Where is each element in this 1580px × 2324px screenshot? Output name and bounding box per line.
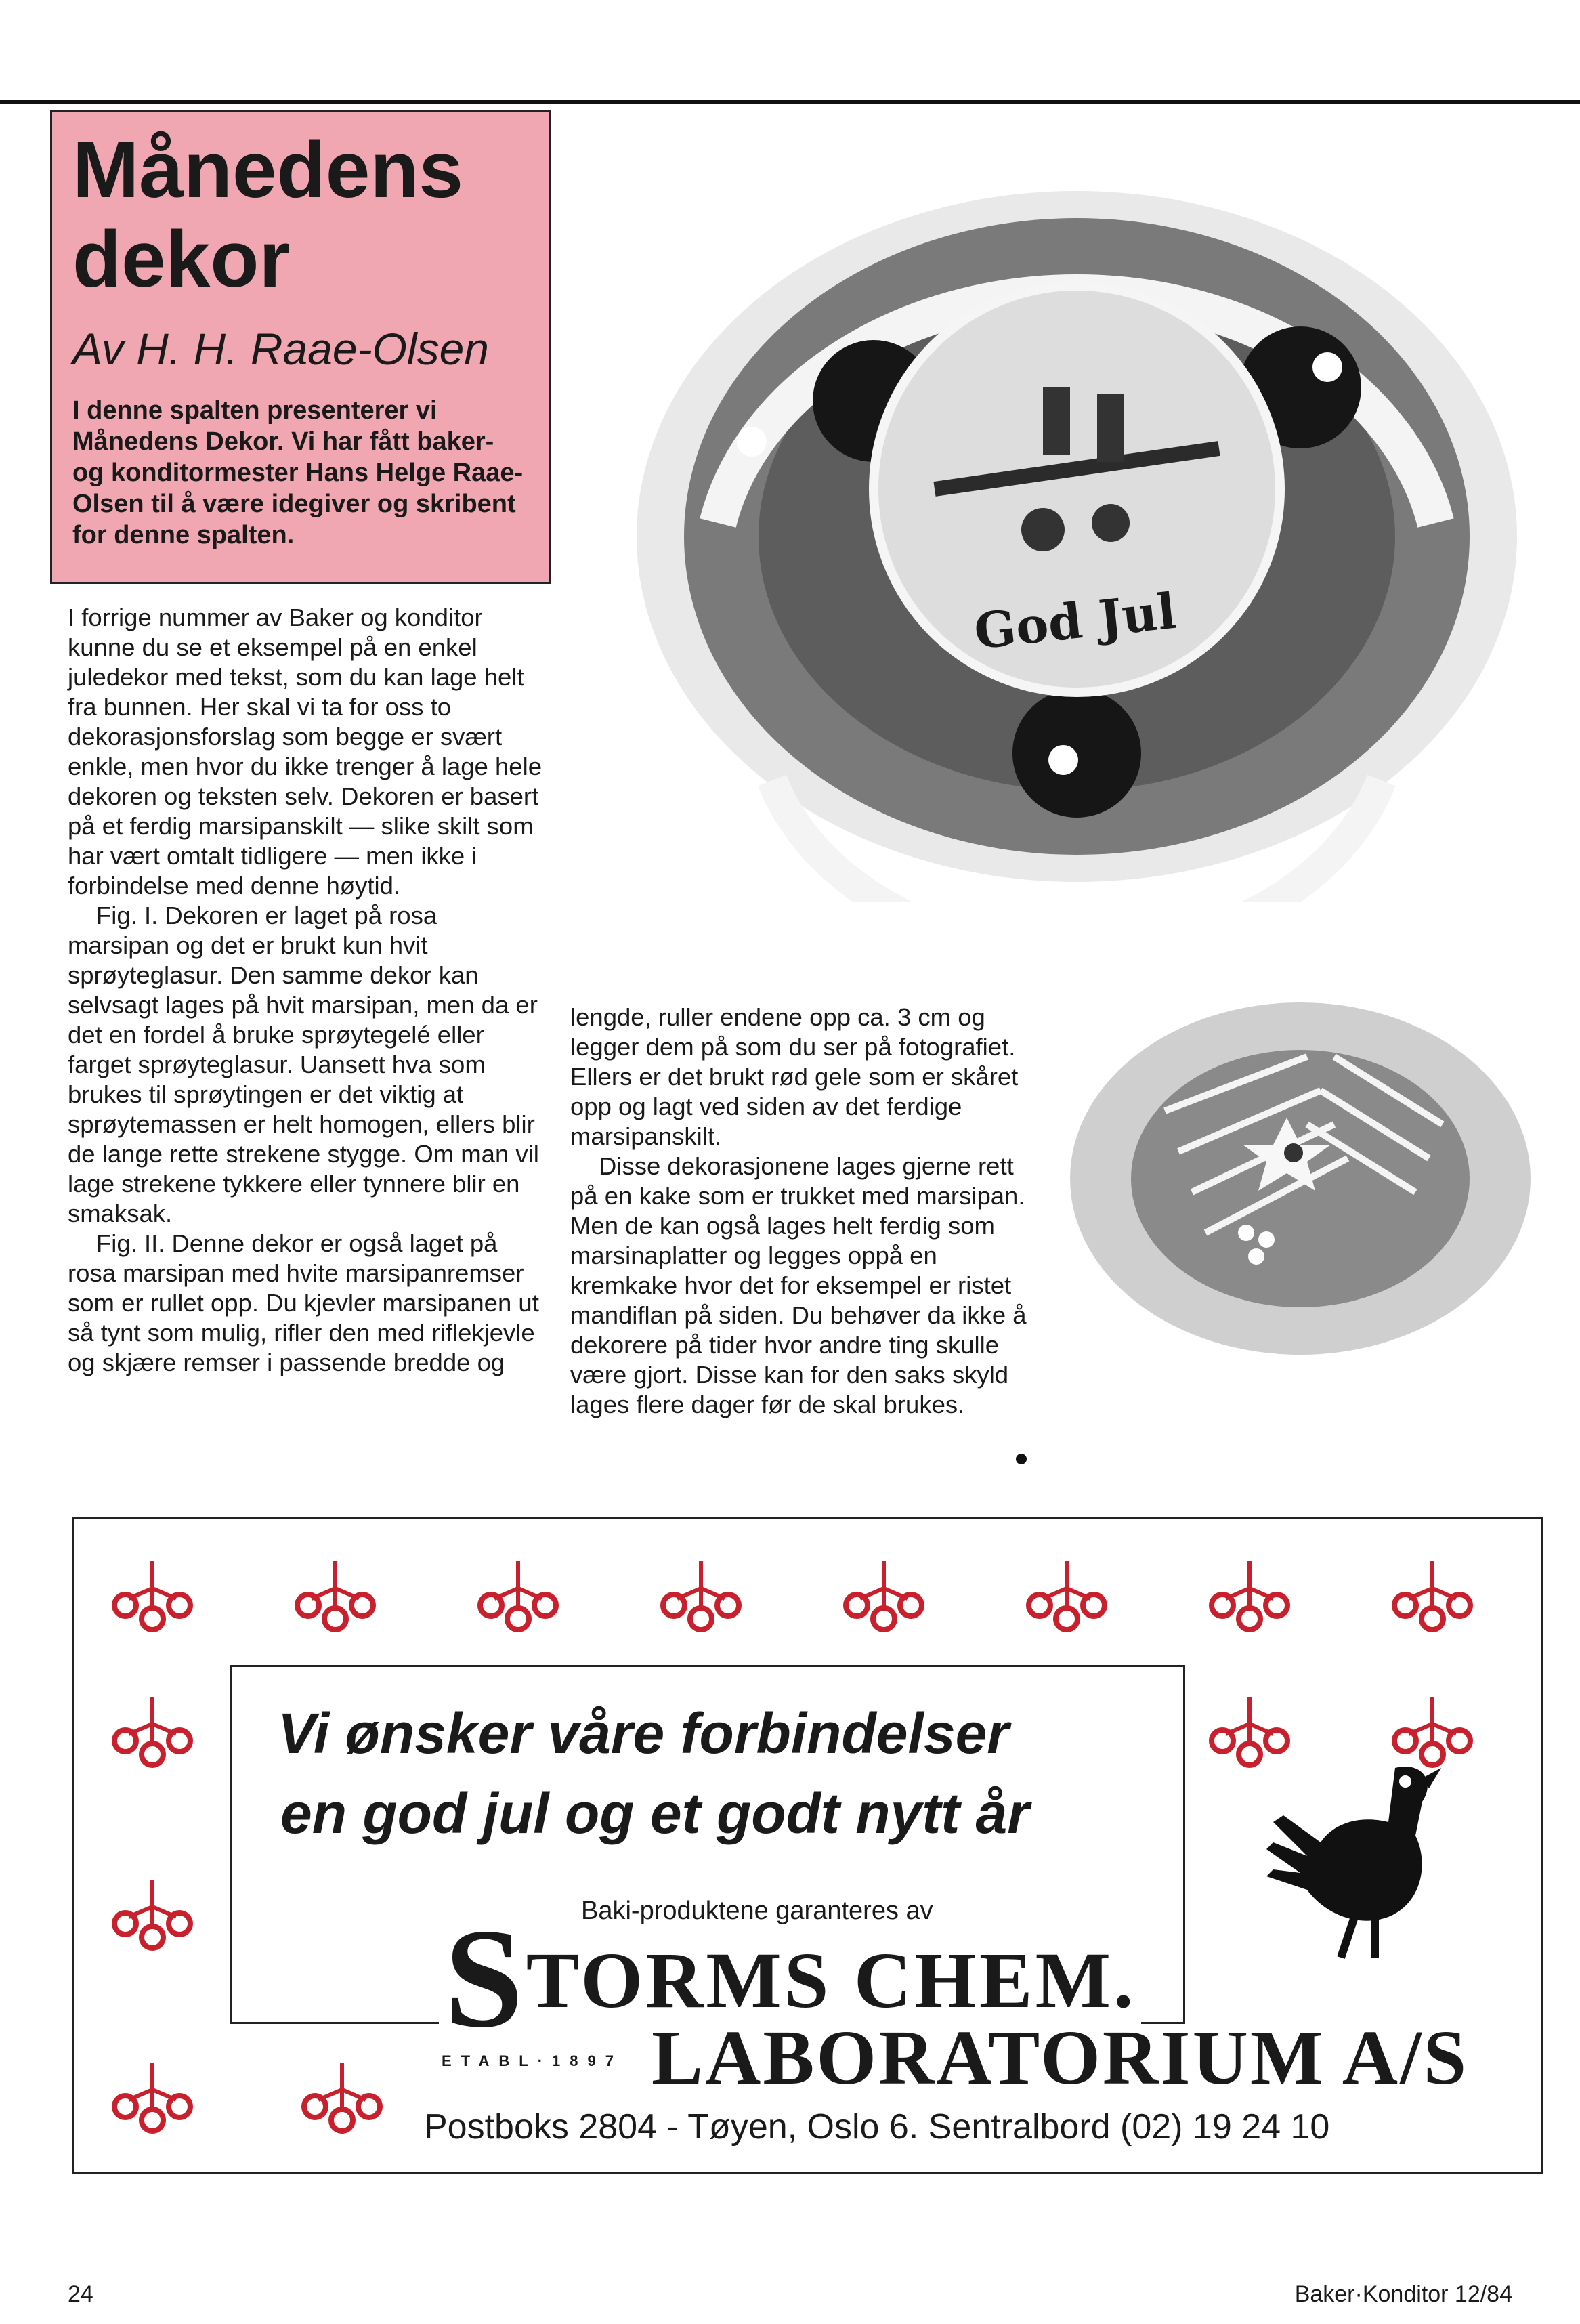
berry-sprig-icon [1205,1693,1294,1768]
article-end-mark [1016,1454,1027,1464]
cake-photo-god-jul [610,171,1551,902]
article-paragraph: Disse dekorasjonene lages gjerne rett på en kake som er trukket med marsipan. Men de kan også lages helt ferdig som marsinaplatter og legges oppå en kremkake hvor det for eksempel er ristet mandiflan på siden. Du behøver da ikke å dekorere på tider hvor andre ting skulle være gjort. Disse kan for den saks skyld lages flere dager før de skal brukes. [570,1152,1027,1418]
feature-byline: Av H. H. Raae-Olsen [72,324,490,374]
ad-headline [278,1693,1172,1853]
article-paragraph: Fig. II. Denne dekor er også laget på rosa marsipan med hvite marsipanremser som er rullet opp. Du kjevler marsipanen ut så tynt som mulig, rifler den med riflekjevle og skjære remser i passende bredde og [68,1229,539,1376]
brand-name-line2: LABORATORIUM A/S [652,2014,1469,2100]
berry-sprig-icon [1388,1558,1476,1632]
berry-sprig-icon [1023,1558,1111,1632]
cake-photo-star [1063,975,1537,1382]
top-rule [0,100,1580,104]
brand-established: ETABL·1897 [442,2052,623,2069]
article-paragraph: I forrige nummer av Baker og konditor kunne du se et eksempel på en enkel juledekor med tekst, som du kan lage helt fra bunnen. Her skal vi ta for oss to dekorasjonsforslag som begge er svært enkle, men hvor du ikke trenger å lage hele dekoren og teksten selv. Dekoren er basert på et ferdig marsipanskilt — slike skilt som har vært omtalt tidligere — men ikke i forbindelse med denne høytid. [68,604,542,900]
berry-sprig-icon [840,1558,928,1632]
ad-headline-line1: Vi ønsker våre forbindelser [278,1702,1009,1765]
berry-sprig-icon [291,1558,379,1632]
berry-sprig-icon [1205,1558,1294,1632]
berry-sprig-icon [108,1876,196,1951]
article-paragraph: lengde, ruller endene opp ca. 3 cm og legger dem på som du ser på fotografiet. Ellers er det brukt rød gele som er skåret opp og lagt ved siden av det ferdige marsipanskilt. [570,1003,1019,1150]
article-left-column [68,603,542,1378]
berry-sprig-icon [1388,1693,1476,1768]
bird-logo-icon [1260,1741,1449,1964]
ad-address: Postboks 2804 - Tøyen, Oslo 6. Sentralbord (02) 19 24 10 [424,2107,1330,2147]
berry-sprig-icon [657,1558,745,1632]
article-paragraph: Fig. I. Dekoren er laget på rosa marsipan og det er brukt kun hvit sprøyteglasur. Den samme dekor kan selvsagt lages på hvit marsipan, men da er det en fordel å bruke sprøytegelé eller farget sprøyteglasur. Uansett hva som brukes til sprøytingen er det viktig at sprøytemassen er helt homogen, ellers blir de lange rette strekene stygge. Om man vil lage strekene tykkere eller tynnere blir en smaksak. [68,902,539,1227]
feature-title-line1: Månedens [72,125,464,215]
berry-sprig-icon [298,2059,386,2134]
berry-sprig-icon [108,1693,196,1768]
ad-guarantee: Baki-produktene garanteres av [581,1897,933,1925]
brand-name-rest: TORMS CHEM. [526,1936,1136,2025]
magazine-issue: Baker·Konditor 12/84 [1294,2281,1512,2307]
berry-sprig-icon [108,2059,196,2134]
article-mid-column [570,1002,1038,1420]
feature-title-line2: dekor [72,215,291,304]
feature-title [72,125,529,304]
berry-sprig-icon [108,1558,196,1632]
god-jul-plaque-text: God Jul [971,581,1179,660]
berry-sprig-icon [474,1558,562,1632]
feature-intro: I denne spalten presenterer vi Månedens Dekor. Vi har fått baker- og konditormester Hans Helge Raae-Olsen til å være idegiver og skribent for denne spalten. [72,396,524,549]
feature-header-box [50,110,551,584]
page-number: 24 [68,2281,93,2307]
brand-initial: S [444,1900,526,2057]
ad-headline-line2: en god jul og et godt nytt år [280,1781,1029,1845]
